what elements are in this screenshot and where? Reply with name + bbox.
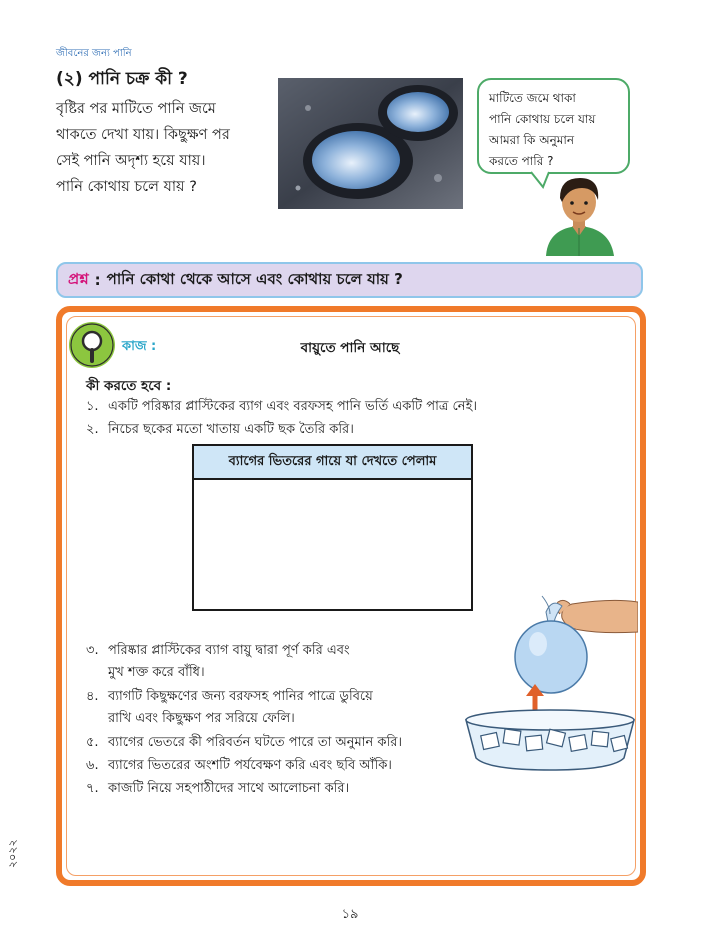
step-text-continued: রাখি এবং কিছুক্ষণ পর সরিয়ে ফেলি। (108, 711, 295, 726)
step-number: ৫. (86, 735, 99, 750)
step-number: ৬. (86, 758, 99, 773)
step-number: ৩. (86, 643, 99, 658)
step-text: ব্যাগটি কিছুক্ষণের জন্য বরফসহ পানির পাত্রে ডুবিয়ে (108, 689, 373, 704)
todo-heading: কী করতে হবে : (86, 378, 172, 394)
bubble-line: করতে পারি ? (489, 154, 554, 168)
step-number: ৭. (86, 781, 99, 796)
step-item (86, 397, 477, 418)
experiment-illustration (462, 584, 638, 776)
step-number: ১. (86, 399, 99, 414)
step-text-continued: মুখ শক্ত করে বাঁধি। (108, 665, 205, 680)
margin-year: ২০২২ (6, 839, 19, 868)
intro-line: বৃষ্টির পর মাটিতে পানি জমে (56, 101, 216, 117)
intro-line: সেই পানি অদৃশ্য হয়ে যায়। (56, 153, 206, 169)
step-number: ২. (86, 422, 99, 437)
question-label: প্রশ্ন (68, 269, 89, 288)
step-item (86, 687, 373, 708)
puddle-photo (278, 78, 463, 209)
table-header: ব্যাগের ভিতরের গায়ে যা দেখতে পেলাম (194, 446, 471, 480)
section-title: (২) পানি চক্র কী ? (56, 69, 188, 89)
step-text: ব্যাগের ভেতরে কী পরিবর্তন ঘটতে পারে তা অনুমান করি। (108, 735, 403, 750)
activity-label: কাজ : (122, 339, 157, 354)
page-number: ১৯ (341, 907, 359, 922)
bubble-line: পানি কোথায় চলে যায় (489, 112, 596, 126)
step-item (86, 779, 349, 800)
step-text: কাজটি নিয়ে সহপাঠীদের সাথে আলোচনা করি। (108, 781, 350, 796)
step-item (86, 641, 350, 662)
bubble-line: আমরা কি অনুমান (489, 133, 575, 147)
question-text: পানি কোথা থেকে আসে এবং কোথায় চলে যায় ? (106, 269, 403, 288)
question-colon: : (94, 271, 101, 289)
activity-title: বায়ুতে পানি আছে (300, 340, 400, 356)
speech-bubble (477, 78, 630, 174)
step-text: পরিষ্কার প্লাস্টিকের ব্যাগ বায়ু দ্বারা পূর্ণ করি এবং (108, 643, 350, 658)
intro-paragraph (56, 96, 270, 200)
question-bar (56, 262, 643, 298)
intro-line: থাকতে দেখা যায়। কিছুক্ষণ পর (56, 127, 230, 143)
running-head: জীবনের জন্য পানি (56, 48, 132, 59)
bubble-line: মাটিতে জমে থাকা (489, 91, 576, 105)
step-text: একটি পরিষ্কার প্লাস্টিকের ব্যাগ এবং বরফসহ পানি ভর্তি একটি পাত্র নেই। (108, 399, 477, 414)
step-item (86, 733, 402, 754)
intro-line: পানি কোথায় চলে যায় ? (56, 179, 197, 195)
step-number: ৪. (86, 689, 99, 704)
step-item (86, 420, 354, 441)
step-text: নিচের ছকের মতো খাতায় একটি ছক তৈরি করি। (108, 422, 354, 437)
boy-illustration (538, 170, 620, 256)
step-text: ব্যাগের ভিতরের অংশটি পর্যবেক্ষণ করি এবং ছবি আঁকি। (108, 758, 392, 773)
step-item (86, 756, 392, 777)
